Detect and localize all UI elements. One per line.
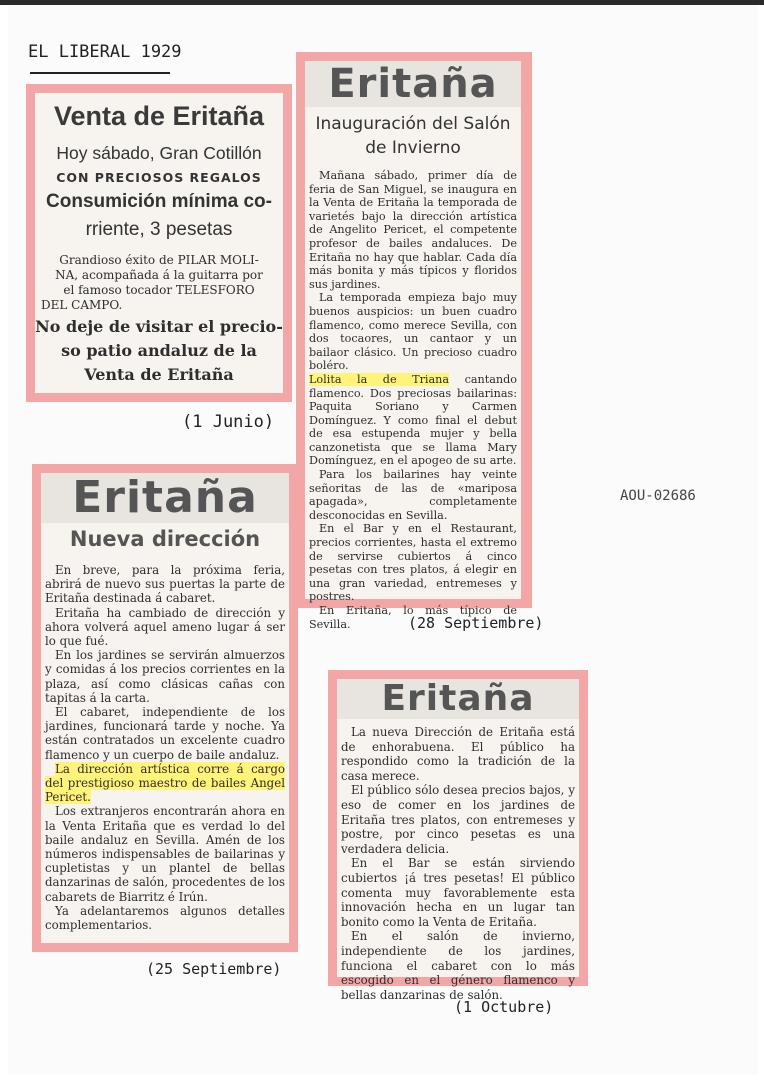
clipping-eritana-direccion <box>328 670 588 1002</box>
paragraph: cantando flamenco. Dos preciosas bailarinas: Paquita Soriano y Carmen Domínguez. Y como final el debut de esa estupenda mujer y bella canzonetista que se llama Mary Domínguez, en el apogeo de su arte. <box>309 372 517 468</box>
paragraph: En breve, para la próxima feria, abrirá de nuevo sus puertas la parte de Eritaña destinada á cabaret. <box>45 563 285 606</box>
article-body <box>341 725 575 1002</box>
paragraph: En Eritaña, lo más típico de Sevilla. <box>309 604 517 631</box>
paragraph: Mañana sábado, primer día de feria de San Miguel, se inaugura en la Venta de Eritaña la temporada de varietés bajo la dirección artística de Angelito Pericet, el competente profesor de bailes andaluces. De Eritaña no hay que hablar. Cada día más bonita y más típicos y floridos sus jardines. <box>309 169 517 291</box>
ad-body-d: DEL CAMPO. <box>41 298 123 312</box>
ad-line-1: Hoy sábado, Gran Cotillón <box>56 143 262 163</box>
date-note-2: (28 Septiembre) <box>408 614 544 632</box>
date-note-1: (1 Junio) <box>182 412 275 432</box>
header-note: EL LIBERAL 1929 <box>28 42 182 62</box>
headline-2: de Invierno <box>365 138 461 158</box>
article-body <box>309 169 517 631</box>
ad-line-4: rriente, 3 pesetas <box>85 219 233 240</box>
paragraph: En el Bar y en el Restaurant, precios corrientes, hasta el extremo de servirse cubiertos á cinco pesetas con tres platos, á elegir en una gran variedad, entremeses y postres. <box>309 522 517 604</box>
highlighted-name: Lolita la de Triana <box>309 372 450 386</box>
clipping-nueva-direccion <box>32 464 298 952</box>
ad-line-2: CON PRECIOSOS REGALOS <box>56 170 262 185</box>
paragraph: Ya adelantaremos algunos detalles complementarios. <box>45 903 285 933</box>
masthead: Eritaña <box>305 61 521 107</box>
ad-closing-3: Venta de Eritaña <box>84 365 234 384</box>
masthead: Eritaña <box>41 473 289 523</box>
paragraph: En el Bar se están sirviendo cubiertos ¡á tres pesetas! El público comenta muy favorablemente esta innovación hecha en un lugar tan bonito como la Venta de Eritaña. <box>341 856 575 929</box>
paragraph: Para los bailarines hay veinte señoritas de las de «mariposa apagada», completamente desconocidas en Sevilla. <box>309 468 517 522</box>
ad-line-3: Consumición mínima co- <box>46 191 272 212</box>
masthead: Eritaña <box>337 679 579 719</box>
ad-title: Venta de Eritaña <box>53 101 265 131</box>
ad-body-a: Grandioso éxito de PILAR MOLI- <box>59 253 259 267</box>
paragraph: La nueva Dirección de Eritaña está de enhorabuena. El público ha respondido como la tradición de la casa merece. <box>341 725 575 783</box>
date-note-4: (1 Octubre) <box>454 998 554 1016</box>
clipping-paper <box>41 473 289 943</box>
ad-body-c: el famoso tocador TELESFORO <box>63 283 255 297</box>
paragraph: Eritaña ha cambiado de dirección y ahora volverá aquel ameno lugar á ser lo que fué. <box>45 605 285 649</box>
archive-code: AOU-02686 <box>620 488 696 504</box>
clipping-paper <box>337 678 579 1002</box>
paragraph: El cabaret, independiente de los jardines, funcionará tarde y noche. Ya están contratados un excelente cuadro flamenco y un cuerpo de baile andaluz. <box>45 705 285 762</box>
ad-body-b: NA, acompañada á la guitarra por <box>55 268 263 282</box>
paragraph: Los extranjeros encontrarán ahora en la Venta Eritaña que es verdad lo del baile andaluz en Sevilla. Amén de los números indispensables de bailarinas y cupletistas y un plantel de bellas danzarinas de salón, procedentes de los cabarets de Biarritz é Irún. <box>45 804 285 904</box>
paragraph: En los jardines se servirán almuerzos y comidas á los precios corrientes en la plaza, así como clásicas cañas con tapitas á la carta. <box>45 648 285 705</box>
highlighted-passage: La dirección artística corre á cargo del prestigioso maestro de bailes Angel Pericet. <box>45 761 285 805</box>
ad-closing-2: so patio andaluz de la <box>61 341 257 360</box>
header-underline <box>30 72 170 74</box>
article-body <box>45 563 285 932</box>
clipping-venta-eritana-ad <box>26 84 292 402</box>
clipping-paper <box>35 93 283 393</box>
ad-closing-1: No deje de visitar el precio- <box>35 317 283 336</box>
paragraph: El público sólo desea precios bajos, y eso de comer en los jardines de Eritaña tres platos, con entremeses y postre, por cinco pesetas es una verdadera delicia. <box>341 783 575 856</box>
headline: Nueva dirección <box>69 527 261 551</box>
date-note-3: (25 Septiembre) <box>146 960 282 978</box>
paragraph: En el salón de invierno, independiente de los jardines, funciona el cabaret con lo más escogido en el género flamenco y bellas danzarinas de salón. <box>341 929 575 1002</box>
paragraph: La temporada empieza bajo muy buenos auspicios: un buen cuadro flamenco, como merece Sevilla, con dos tocaores, un cantaor y un bailaor clásico. Un precioso cuadro boléro. <box>309 291 517 373</box>
headline-1: Inauguración del Salón <box>315 114 511 134</box>
